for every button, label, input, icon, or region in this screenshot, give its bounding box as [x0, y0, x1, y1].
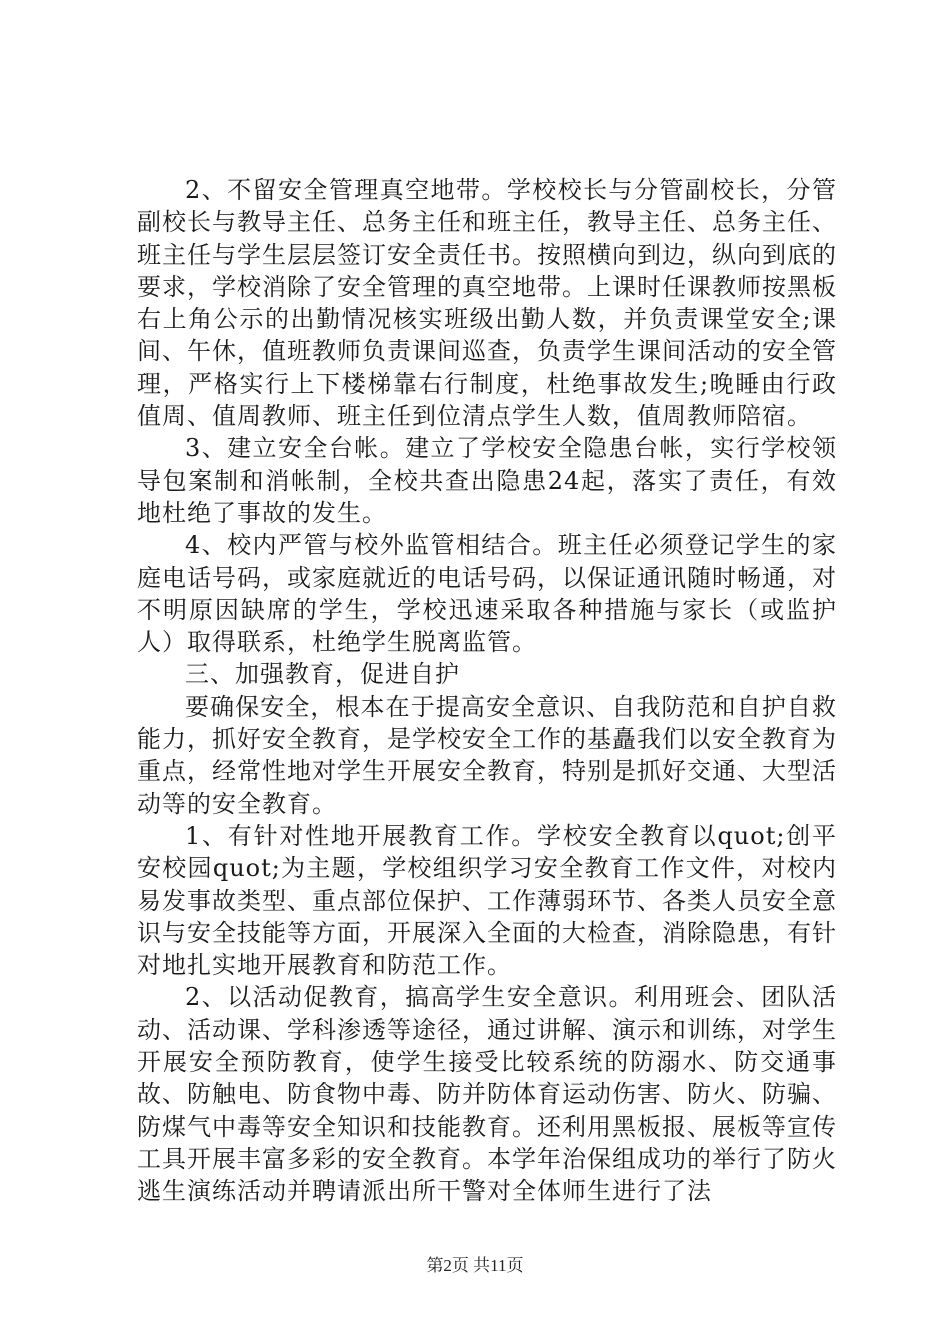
document-body — [137, 174, 837, 1208]
page-number-footer: 第2页 共11页 — [426, 1256, 524, 1275]
paragraph-supervision: 4、校内严管与校外监管相结合。班主任必须登记学生的家庭电话号码，或家庭就近的电话号码，以保证通讯随时畅通，对不明原因缺席的学生，学校迅速采取各种措施与家长（或监护人）取得联系，杜绝学生脱离监管。 — [137, 531, 837, 657]
paragraph-safety-ledger: 3、建立安全台帐。建立了学校安全隐患台帐，实行学校领导包案制和消帐制，全校共查出隐患24起，落实了责任，有效地杜绝了事故的发生。 — [137, 434, 837, 527]
paragraph-education-intro: 要确保安全，根本在于提高安全意识、自我防范和自护自救能力，抓好安全教育，是学校安全工作的基矗我们以安全教育为重点，经常性地对学生开展安全教育，特别是抓好交通、大型活动等的安全教育。 — [137, 692, 837, 818]
section-heading-education: 三、加强教育，促进自护 — [185, 660, 460, 689]
paragraph-activity-education: 2、以活动促教育，搞高学生安全意识。利用班会、团队活动、活动课、学科渗透等途径，通过讲解、演示和训练，对学生开展安全预防教育，使学生接受比较系统的防溺水、防交通事故、防触电、防食物中毒、防并防体育运动伤害、防火、防骗、防煤气中毒等安全知识和技能教育。还利用黑板报、展板等宣传工具开展丰富多彩的安全教育。本学年治保组成功的举行了防火逃生演练活动并聘请派出所干警对全体师生进行了法 — [137, 983, 837, 1206]
paragraph-targeted-education: 1、有针对性地开展教育工作。学校安全教育以quot;创平安校园quot;为主题，学校组织学习安全教育工作文件，对校内易发事故类型、重点部位保护、工作薄弱环节、各类人员安全意识与安全技能等方面，开展深入全面的大检查，消除隐患，有针对地扎实地开展教育和防范工作。 — [137, 821, 837, 980]
paragraph-vacuum-zone: 2、不留安全管理真空地带。学校校长与分管副校长，分管副校长与教导主任、总务主任和班主任，教导主任、总务主任、班主任与学生层层签订安全责任书。按照横向到边，纵向到底的要求，学校消除了安全管理的真空地带。上课时任课教师按黑板右上角公示的出勤情况核实班级出勤人数，并负责课堂安全;课间、午休，值班教师负责课间巡查，负责学生课间活动的安全管理，严格实行上下楼梯靠右行制度，杜绝事故发生;晚睡由行政值周、值周教师、班主任到位清点学生人数，值周教师陪宿。 — [137, 176, 837, 431]
